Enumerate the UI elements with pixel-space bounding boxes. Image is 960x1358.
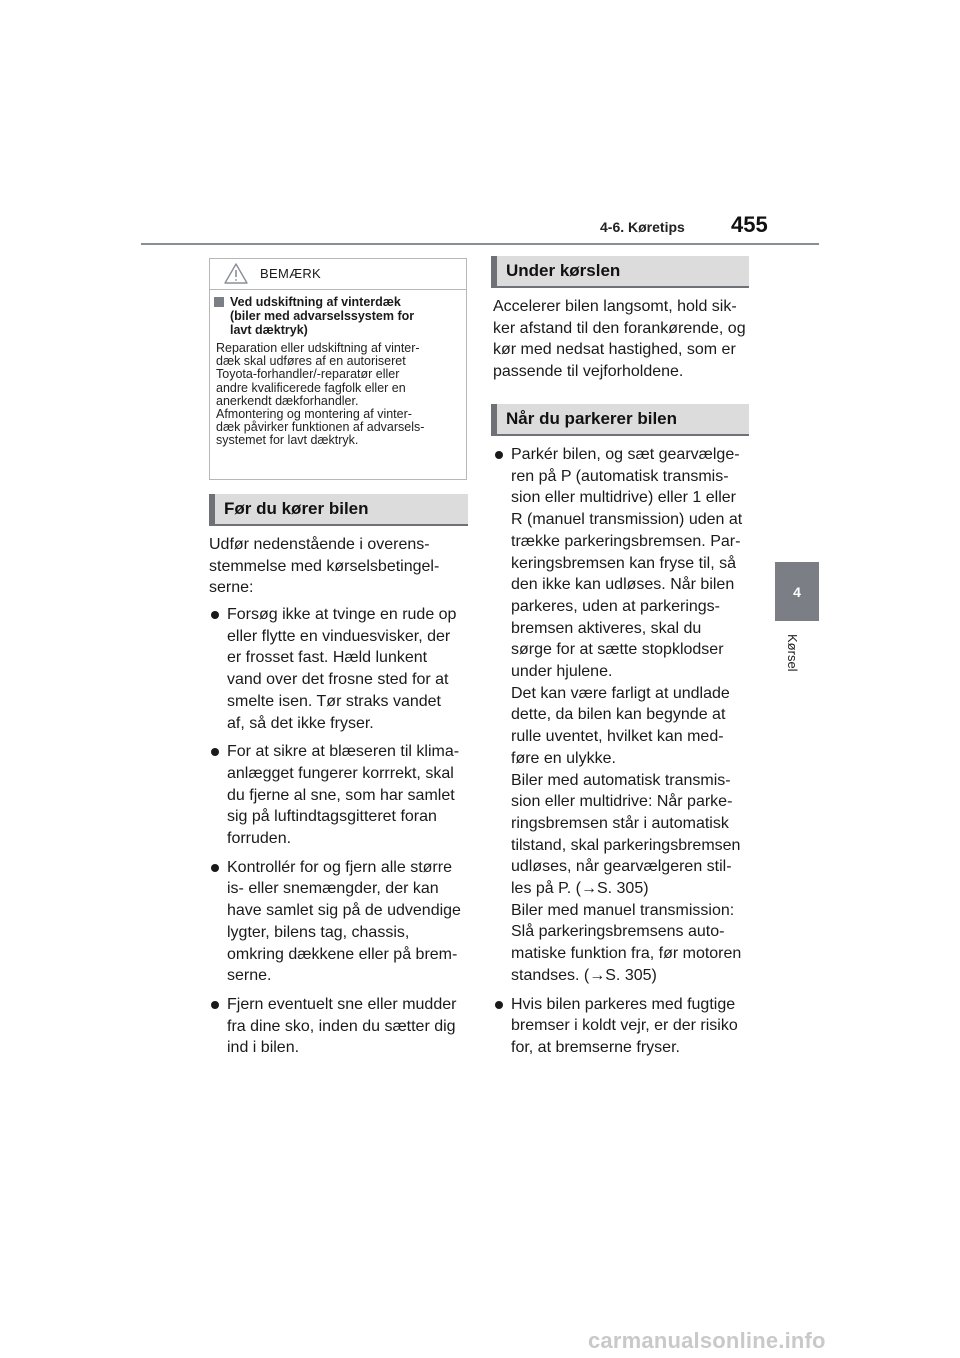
list-line: Hvis bilen parkeres med fugtige	[511, 995, 736, 1013]
intro-line: serne:	[209, 579, 254, 597]
section-title: 4-6. Køretips	[600, 219, 685, 235]
note-subheading-line: lavt dæktryk)	[230, 323, 308, 337]
list-line: forruden.	[227, 830, 292, 848]
before-driving-intro	[209, 534, 439, 599]
footer-watermark: carmanualsonline.info	[588, 1328, 826, 1353]
list-line: føre en ulykke.	[511, 749, 616, 767]
heading-parking: Når du parkerer bilen	[491, 404, 749, 436]
note-line: Afmontering og montering af vinter-	[216, 407, 412, 422]
list-line: vand over det frosne sted for at	[227, 671, 449, 689]
list-line: ren på P (automatisk transmis-	[511, 467, 729, 485]
list-line: ringsbremsen står i automatisk	[511, 814, 729, 832]
list-line: trække parkeringsbremsen. Par-	[511, 532, 741, 550]
chapter-number: 4	[793, 583, 801, 600]
list-line: Parkér bilen, og sæt gearvælge-	[511, 446, 740, 463]
before-driving-list	[209, 604, 461, 1059]
list-line: du fjerne al sne, som har samlet	[227, 786, 455, 804]
note-line: Toyota-forhandler/-reparatør eller	[216, 367, 400, 382]
note-line: anerkendt dækforhandler.	[216, 393, 359, 408]
list-item	[209, 994, 461, 1059]
list-line: omkring dækkene eller på brem-	[227, 945, 458, 963]
list-item	[493, 444, 742, 987]
list-item	[209, 604, 461, 734]
note-header	[210, 259, 466, 290]
list-line: den ikke kan udløses. Når bilen	[511, 576, 735, 594]
list-line: standses. (→S. 305)	[511, 966, 657, 984]
chapter-tab	[775, 562, 819, 621]
list-line: tilstand, skal parkeringsbremsen	[511, 836, 741, 854]
list-line: af, så det ikke fryser.	[227, 714, 374, 732]
list-line: parkeres, uden at parkerings-	[511, 597, 720, 615]
list-line: udløses, når gearvælgeren stil-	[511, 858, 732, 876]
note-line: Reparation eller udskiftning af vinter-	[216, 341, 420, 355]
list-line: eller flytte en vinduesvisker, der	[227, 627, 451, 645]
list-line: sig på luftindtagsgitteret foran	[227, 808, 437, 826]
note-box	[209, 258, 467, 480]
list-line: Slå parkeringsbremsens auto-	[511, 923, 725, 941]
header-divider	[141, 243, 819, 245]
list-line: Fjern eventuelt sne eller mudder	[227, 995, 457, 1013]
list-line: Biler med manuel transmission:	[511, 901, 735, 919]
list-line: Kontrollér for og fjern alle større	[227, 858, 452, 876]
list-line: Forsøg ikke at tvinge en rude op	[227, 606, 457, 623]
body-line: kør med nedsat hastighed, som er	[493, 341, 736, 359]
note-subheading-line: (biler med advarselssystem for	[230, 309, 415, 323]
chapter-label: Kørsel	[785, 634, 800, 672]
note-line: dæk påvirker funktionen af advarsels-	[216, 420, 425, 435]
list-line: dette, da bilen kan begynde at	[511, 706, 726, 724]
list-line: For at sikre at blæseren til klima-	[227, 743, 460, 761]
list-line: is- eller snemængder, der kan	[227, 880, 439, 898]
while-driving-body	[493, 296, 746, 383]
list-line: fra dine sko, inden du sætter dig	[227, 1017, 456, 1035]
note-subheading-line: Ved udskiftning af vinterdæk	[230, 295, 401, 309]
note-line: systemet for lavt dæktryk.	[216, 433, 359, 448]
list-item	[209, 741, 461, 850]
list-line: Biler med automatisk transmis-	[511, 771, 731, 789]
note-label: BEMÆRK	[260, 266, 322, 281]
heading-before-driving: Før du kører bilen	[209, 494, 468, 526]
list-line: les på P. (→S. 305)	[511, 880, 649, 898]
list-item	[209, 857, 461, 987]
intro-line: Udfør nedenstående i overens-	[209, 536, 430, 553]
body-line: ker afstand til den forankørende, og	[493, 319, 746, 337]
list-line: lygter, bilens tag, chassis,	[227, 923, 410, 941]
list-line: sørge for at sætte stopklodser	[511, 641, 724, 659]
heading-while-driving: Under kørslen	[491, 256, 749, 288]
list-line: er frosset fast. Hæld lunkent	[227, 649, 428, 667]
list-line: keringsbremsen kan fryse til, så	[511, 554, 736, 572]
list-line: rulle uventet, hvilket kan med-	[511, 728, 724, 746]
list-line: Det kan være farligt at undlade	[511, 684, 730, 702]
intro-line: stemmelse med kørselsbetingel-	[209, 557, 440, 575]
list-line: sion eller multidrive: Når parke-	[511, 793, 733, 811]
note-subheading	[210, 290, 466, 337]
body-line: Accelerer bilen langsomt, hold sik-	[493, 298, 737, 315]
list-line: serne.	[227, 967, 272, 985]
square-bullet-icon	[214, 297, 224, 307]
page-number: 455	[731, 212, 768, 237]
list-line: bremsen aktiveres, skal du	[511, 619, 702, 637]
note-body	[210, 337, 466, 448]
list-item	[493, 994, 742, 1059]
list-line: under hjulene.	[511, 663, 613, 681]
list-line: for, at bremserne fryser.	[511, 1038, 680, 1056]
body-line: passende til vejforholdene.	[493, 363, 684, 381]
note-line: dæk skal udføres af en autoriseret	[216, 354, 406, 369]
list-line: bremser i koldt vejr, er der risiko	[511, 1017, 738, 1035]
list-line: have samlet sig på de udvendige	[227, 902, 461, 920]
warning-triangle-icon	[224, 263, 248, 287]
list-line: ind i bilen.	[227, 1039, 300, 1057]
parking-list	[493, 444, 742, 1059]
list-line: anlægget fungerer korrrekt, skal	[227, 764, 454, 782]
list-line: matiske funktion fra, før motoren	[511, 945, 742, 963]
list-line: R (manuel transmission) uden at	[511, 511, 743, 529]
list-line: sion eller multidrive) eller 1 eller	[511, 489, 736, 507]
list-line: smelte isen. Tør straks vandet	[227, 692, 441, 710]
note-line: andre kvalificerede fagfolk eller en	[216, 380, 406, 395]
